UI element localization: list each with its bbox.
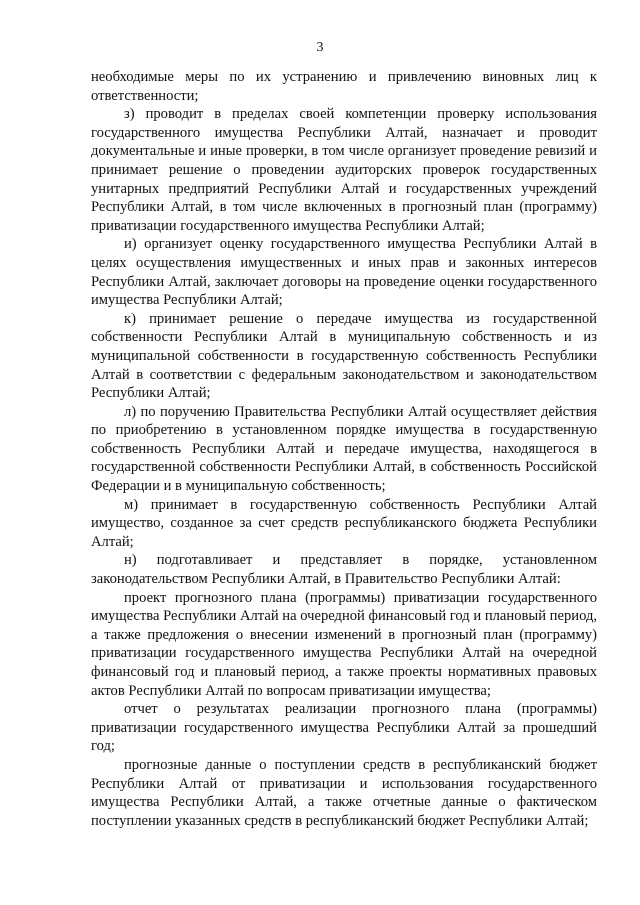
- paragraph-item-k: к) принимает решение о передаче имущества из государственной собственности Республики Алтай в муниципальную собственность и из муниципальной собственности в государственную собственность Республики Алтай в соответствии с федеральным законодательством и законодательством Республики Алтай;: [91, 310, 597, 402]
- paragraph-item-z: з) проводит в пределах своей компетенции проверку использования государственного имущества Республики Алтай, назначает и проводит документальные и иные проверки, в том числе организует проведение ревизий и принимает решение о проведении аудиторских проверок государственных унитарных предприятий Республики Алтай и государственных учреждений Республики Алтай, в том числе включенных в прогнозный план (программу) приватизации государственного имущества Республики Алтай;: [91, 106, 597, 234]
- paragraph-item-i: и) организует оценку государственного имущества Республики Алтай в целях осуществления имущественных и иных прав и законных интересов Республики Алтай, заключает договоры на проведение оценки государственного имущества Республики Алтай;: [91, 236, 597, 309]
- page-number: 3: [316, 40, 324, 55]
- paragraph-subitem-report: отчет о результатах реализации прогнозного плана (программы) приватизации государственного имущества Республики Алтай за прошедший год;: [91, 701, 597, 755]
- document-body: [91, 68, 597, 830]
- paragraph-subitem-privatization-plan: проект прогнозного плана (программы) приватизации государственного имущества Республики Алтай на очередной финансовый год и плановый период, а также предложения о внесении изменений в прогнозный план (программу) приватизации государственного имущества Республики Алтай на очередной финансовый год и плановый период, а также проекты нормативных правовых актов Республики Алтай по вопросам приватизации имущества;: [91, 589, 598, 699]
- paragraph-item-n: н) подготавливает и представляет в порядке, установленном законодательством Республики Алтай, в Правительство Республики Алтай:: [91, 552, 597, 588]
- paragraph-continuation: необходимые меры по их устранению и привлечению виновных лиц к ответственности;: [91, 69, 597, 104]
- paragraph-item-l: л) по поручению Правительства Республики Алтай осуществляет действия по приобретению в установленном порядке имущества в государственную собственность Республики Алтай и передаче имущества, находящегося в государственной собственности Республики Алтай, в собственность Российской Федерации и в муниципальную собственность;: [91, 403, 597, 495]
- paragraph-subitem-forecast: прогнозные данные о поступлении средств в республиканский бюджет Республики Алтай от приватизации и использования государственного имущества Республики Алтай, а также отчетные данные о фактическом поступлении указанных средств в республиканский бюджет Республики Алтай;: [91, 756, 597, 829]
- paragraph-item-m: м) принимает в государственную собственность Республики Алтай имущество, созданное за счет средств республиканского бюджета Республики Алтай;: [91, 496, 597, 550]
